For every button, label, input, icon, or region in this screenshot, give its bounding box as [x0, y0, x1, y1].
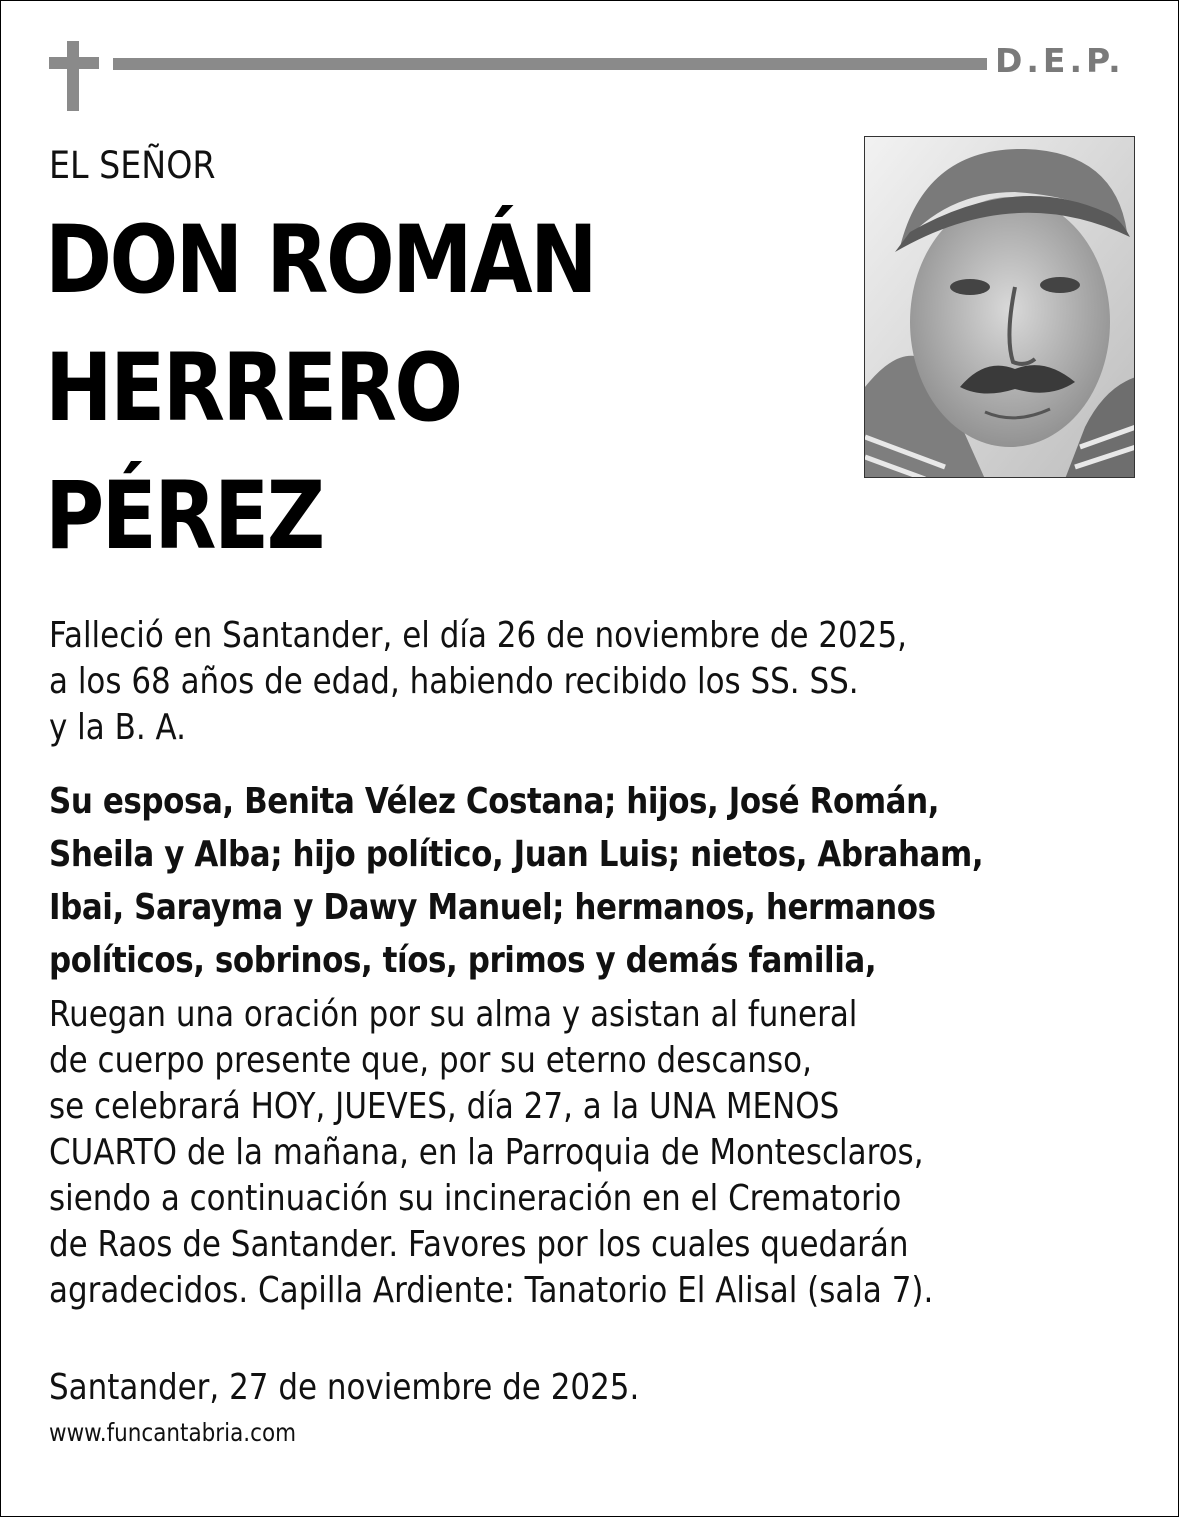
death-notice — [49, 613, 907, 751]
header-rule — [113, 58, 987, 70]
dep-label: D.E.P. — [995, 41, 1125, 80]
service-line: se celebrará HOY, JUEVES, día 27, a la UNA MENOS — [49, 1086, 840, 1127]
family-line: políticos, sobrinos, tíos, primos y demás familia, — [49, 940, 877, 981]
deceased-name — [45, 197, 595, 581]
death-notice-line: Falleció en Santander, el día 26 de noviembre de 2025, — [49, 615, 907, 656]
service-line: de cuerpo presente que, por su eterno descanso, — [49, 1040, 812, 1081]
honorific-title: EL SEÑOR — [49, 144, 216, 187]
death-notice-line: y la B. A. — [49, 707, 186, 748]
service-line: agradecidos. Capilla Ardiente: Tanatorio El Alisal (sala 7). — [49, 1270, 934, 1311]
portrait-photo — [864, 136, 1135, 478]
cross-icon — [67, 41, 79, 111]
service-line: CUARTO de la mañana, en la Parroquia de Montesclaros, — [49, 1132, 924, 1173]
name-line-1: DON ROMÁN — [45, 206, 596, 315]
name-line-3: PÉREZ — [45, 462, 323, 571]
service-line: de Raos de Santander. Favores por los cuales quedarán — [49, 1224, 909, 1265]
service-line: siendo a continuación su incineración en el Crematorio — [49, 1178, 902, 1219]
family-list — [49, 775, 983, 987]
website-link[interactable]: www.funcantabria.com — [49, 1418, 297, 1447]
death-notice-line: a los 68 años de edad, habiendo recibido los SS. SS. — [49, 661, 859, 702]
family-line: Su esposa, Benita Vélez Costana; hijos, José Román, — [49, 781, 940, 822]
family-line: Sheila y Alba; hijo político, Juan Luis; nietos, Abraham, — [49, 834, 984, 875]
place-date: Santander, 27 de noviembre de 2025. — [49, 1367, 640, 1408]
name-line-2: HERRERO — [45, 334, 461, 443]
cross-icon-bar — [49, 57, 99, 69]
family-line: Ibai, Sarayma y Dawy Manuel; hermanos, hermanos — [49, 887, 936, 928]
service-line: Ruegan una oración por su alma y asistan al funeral — [49, 994, 858, 1035]
service-details — [49, 992, 933, 1314]
